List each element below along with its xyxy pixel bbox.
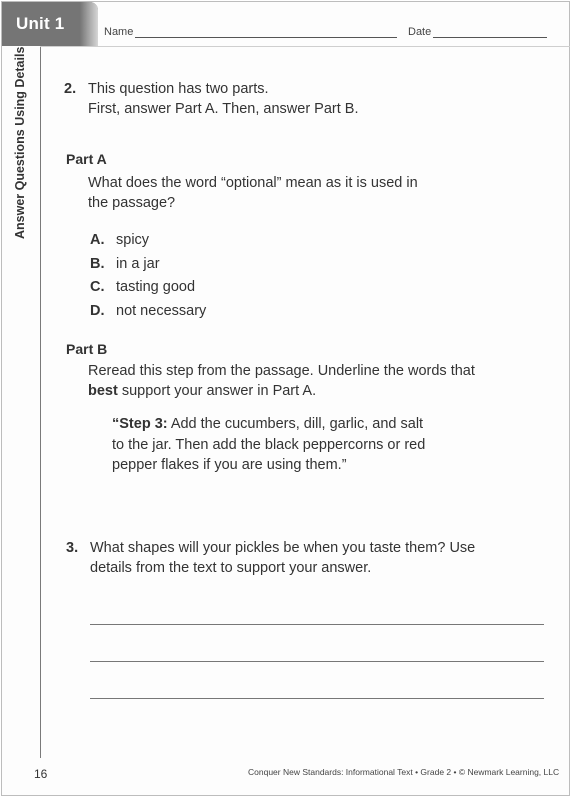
question-3-number: 3. [66,540,79,556]
left-margin-rule [40,46,41,758]
part-b-heading: Part B [66,341,108,357]
name-field[interactable] [104,26,397,38]
question-3-line-1: What shapes will your pickles be when you taste them? Use [90,540,476,556]
part-b-prompt-line-2 [88,381,316,402]
date-label: Date [408,26,432,38]
quote-line-1 [112,414,425,435]
part-b-bold-word: best [88,383,118,399]
quote-line-3: pepper flakes if you are using them.” [112,457,347,473]
question-3-line-2: details from the text to support your answer. [90,560,372,576]
answer-line-3[interactable] [90,698,544,699]
option-a-text: spicy [116,232,150,248]
option-c-text: tasting good [116,279,196,295]
part-b-prompt-rest: support your answer in Part A. [117,383,317,399]
passage-quote[interactable] [112,414,425,476]
quote-line-2: to the jar. Then add the black peppercorns or red [112,436,426,453]
quote-line-1-text: Add the cucumbers, dill, garlic, and salt [167,416,424,432]
quote-step-label: “Step 3: [112,416,168,432]
option-c[interactable] [90,277,195,298]
answer-line-1[interactable] [90,624,544,625]
page-number: 16 [34,767,48,781]
part-a-heading: Part A [66,151,107,167]
option-b-letter: B. [90,256,105,272]
answer-line-2[interactable] [90,661,544,662]
part-b-prompt-line-1: Reread this step from the passage. Underline the words that [88,363,475,379]
date-field[interactable] [408,26,547,38]
option-a[interactable] [90,230,149,251]
option-b-text: in a jar [116,256,160,272]
header-rule [40,46,570,47]
part-a-prompt-line-1: What does the word “optional” mean as it is used in [88,175,418,191]
option-d-letter: D. [90,303,105,319]
option-c-letter: C. [90,279,105,295]
name-underline [135,28,397,38]
option-a-letter: A. [90,232,105,248]
footer-credit: Conquer New Standards: Informational Text • Grade 2 • © Newmark Learning, LLC [248,767,560,777]
unit-tab [2,2,98,46]
option-b[interactable] [90,254,160,275]
name-label: Name [104,26,134,38]
date-underline [433,28,547,38]
question-2-number: 2. [64,81,77,97]
option-d[interactable] [90,301,206,322]
part-a-prompt-line-2: the passage? [88,195,176,211]
option-d-text: not necessary [116,303,207,319]
side-section-title: Answer Questions Using Details [13,46,27,239]
question-2-line-1: This question has two parts. [88,81,269,97]
unit-label: Unit 1 [16,14,65,33]
question-2-line-2: First, answer Part A. Then, answer Part B. [88,101,359,117]
